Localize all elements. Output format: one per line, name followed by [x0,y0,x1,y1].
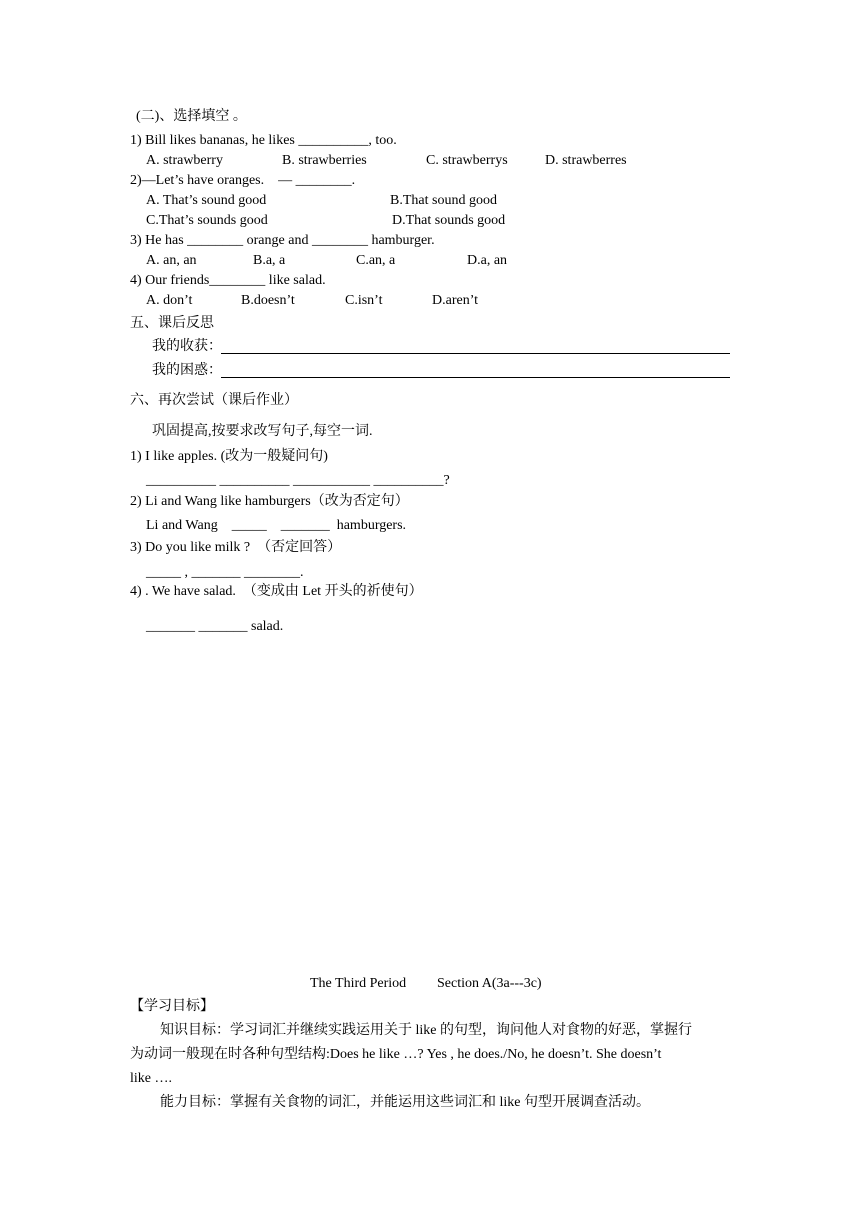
section-heading-choice: (二)、选择填空 。 [136,109,247,124]
period-title: The Third Period [310,976,407,991]
homework-intro: 巩固提高,按要求改写句子,每空一词. [152,424,373,439]
q3-option-c: C.an, a [356,253,396,268]
q1-option-b: B. strawberries [282,153,367,168]
rewrite-answer-4: _______ _______ salad. [146,619,284,634]
q3-option-b: B.a, a [253,253,286,268]
q4-option-d: D.aren’t [432,293,478,308]
section-heading-homework: 六、再次尝试（课后作业） [130,393,298,408]
q3-option-a: A. an, an [146,253,197,268]
q2-option-b: B.That sound good [390,193,497,208]
knowledge-goal-line-3: like …. [130,1071,172,1086]
gain-answer-line [221,353,730,354]
q4-option-b: B.doesn’t [241,293,295,308]
confusion-label: 我的困惑： [152,363,222,378]
q3-option-d: D.a, an [467,253,508,268]
question-2: 2)—Let’s have oranges. — ________. [130,173,356,188]
period-section: Section A(3a---3c) [437,976,542,991]
ability-goal: 能力目标：掌握有关食物的词汇，并能运用这些词汇和 like 句型开展调查活动。 [160,1095,650,1110]
knowledge-goal-line-1: 知识目标：学习词汇并继续实践运用关于 like 的句型，询问他人对食物的好恶，掌握行 [160,1023,692,1038]
rewrite-answer-3: _____ , _______ ________. [146,565,304,580]
q2-option-d: D.That sounds good [392,213,506,228]
q2-option-a: A. That’s sound good [146,193,267,208]
question-1: 1) Bill likes bananas, he likes __________, too. [130,133,397,148]
q1-option-c: C. strawberrys [426,153,508,168]
section-heading-reflection: 五、课后反思 [130,316,214,331]
learning-goals-heading: 【学习目标】 [130,999,214,1014]
q2-option-c: C.That’s sounds good [146,213,268,228]
rewrite-question-3: 3) Do you like milk ? （否定回答） [130,540,342,555]
question-3: 3) He has ________ orange and ________ hamburger. [130,233,435,248]
rewrite-question-4: 4) . We have salad. （变成由 Let 开头的祈使句） [130,584,423,599]
rewrite-answer-1: __________ __________ ___________ __________? [146,473,450,488]
q1-option-d: D. strawberres [545,153,627,168]
rewrite-question-2: 2) Li and Wang like hamburgers（改为否定句） [130,494,409,509]
q1-option-a: A. strawberry [146,153,223,168]
q4-option-c: C.isn’t [345,293,383,308]
confusion-answer-line [221,377,730,378]
gain-label: 我的收获： [152,339,222,354]
question-4: 4) Our friends________ like salad. [130,273,326,288]
knowledge-goal-line-2: 为动词一般现在时各种句型结构:Does he like …? Yes , he does./No, he doesn’t. She doesn’t [130,1047,662,1062]
rewrite-answer-2: Li and Wang _____ _______ hamburgers. [146,518,407,533]
rewrite-question-1: 1) I like apples. (改为一般疑问句) [130,449,328,464]
q4-option-a: A. don’t [146,293,193,308]
